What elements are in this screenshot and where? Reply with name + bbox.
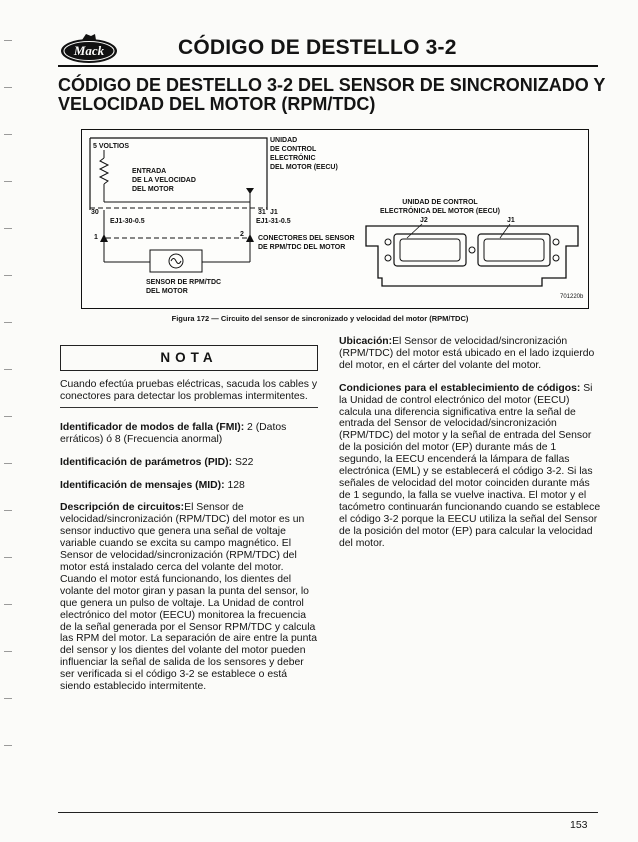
label-pin-30: 30 bbox=[91, 209, 99, 216]
bulldog-icon bbox=[82, 34, 96, 40]
label-j1-connector: J1 bbox=[507, 217, 515, 224]
label-pin-2: 2 bbox=[240, 231, 244, 238]
pid-value: S22 bbox=[232, 456, 254, 468]
label-5-volts: 5 VOLTIOS bbox=[93, 143, 130, 150]
label-j1: J1 bbox=[270, 209, 278, 216]
mack-logo bbox=[58, 33, 120, 65]
label-sensor-1: SENSOR DE RPM/TDC bbox=[146, 279, 222, 286]
footer-rule bbox=[58, 812, 598, 813]
desc-label: Descripción de circuitos: bbox=[60, 502, 185, 514]
label-ecu-1: UNIDAD DE CONTROL bbox=[402, 199, 478, 206]
right-column bbox=[339, 336, 601, 560]
mid-value: 128 bbox=[224, 479, 245, 491]
circuit-figure bbox=[81, 129, 589, 309]
fmi-paragraph bbox=[60, 422, 318, 446]
resistor-symbol bbox=[100, 158, 108, 184]
label-connectors-1: CONECTORES DEL SENSOR bbox=[258, 235, 355, 242]
label-ecu-2: ELECTRÓNICA DEL MOTOR (EECU) bbox=[379, 208, 501, 215]
pid-label: Identificación de parámetros (PID): bbox=[60, 456, 233, 468]
label-unit-2: DE CONTROL bbox=[270, 146, 317, 153]
note-title: NOTA bbox=[160, 350, 218, 365]
fmi-label: Identificador de modos de falla (FMI): bbox=[60, 421, 245, 433]
location-text: El Sensor de velocidad/sincronización (RPM/TDC) del motor está ubicado en el lado izquierdo del motor, en el cárter del volante del motor. bbox=[339, 336, 595, 371]
page-number: 153 bbox=[570, 819, 588, 831]
label-input-3: DEL MOTOR bbox=[132, 186, 174, 193]
label-unit-4: DEL MOTOR (EECU) bbox=[270, 164, 338, 171]
label-sensor-2: DEL MOTOR bbox=[146, 288, 188, 295]
pid-paragraph bbox=[60, 457, 318, 469]
fmi-value: 2 (Datos erráticos) ó 8 (Frecuencia anormal) bbox=[60, 421, 287, 445]
figure-id: 701220b bbox=[560, 294, 584, 300]
connector-arrow-right-icon bbox=[246, 234, 254, 242]
binder-edge-marks bbox=[4, 40, 14, 830]
desc-text: El Sensor de velocidad/sincronización (RPM/TDC) del motor es un sensor inductivo que genera una señal de voltaje variable cuando se excita su campo magnético. El Sensor de velocidad/sincronización (RPM/TDC) del motor está instalado cerca del volante del motor. Cuando el motor está funcionando, los dientes del volante del motor giran y pasan la punta del sensor, lo que genera un pulso de voltaje. La Unidad de control electrónico del motor (EECU) monitorea la frecuencia de la señal generada por el Sensor RPM/TDC y calcula las RPM del motor. La separación de aire entre la punta del sensor y los dientes del volante del motor pueden influenciar la señal de salida de los sensores y deber ser verificada si el código 3-2 se establece o está siendo establecido intermitente. bbox=[60, 502, 318, 693]
label-input-1: ENTRADA bbox=[132, 168, 167, 175]
location-paragraph bbox=[339, 336, 601, 372]
figure-caption: Figura 172 — Circuito del sensor de sincronizado y velocidad del motor (RPM/TDC) bbox=[171, 314, 469, 323]
location-label: Ubicación: bbox=[339, 336, 393, 347]
note-rule bbox=[60, 407, 318, 408]
section-title: CÓDIGO DE DESTELLO 3-2 DEL SENSOR DE SINCRONIZADO Y VELOCIDAD DEL MOTOR (RPM/TDC) bbox=[58, 75, 606, 114]
logo-text: Mack bbox=[73, 43, 105, 58]
input-arrow-icon bbox=[246, 188, 254, 194]
circuit-diagram bbox=[82, 130, 588, 308]
label-conn-left: EJ1-30-0.5 bbox=[110, 218, 145, 225]
left-column bbox=[60, 345, 318, 704]
sine-wave-icon bbox=[171, 259, 181, 264]
label-pin-31: 31 bbox=[258, 209, 266, 216]
label-input-2: DE LA VELOCIDAD bbox=[132, 177, 196, 184]
label-pin-1: 1 bbox=[94, 234, 98, 241]
circuit-description bbox=[60, 502, 318, 693]
header-rule bbox=[58, 65, 598, 67]
conditions-text: Si la Unidad de control electrónico del motor (EECU) calcula una diferencia significativa entre la señal de entrada del Sensor de velocidad/sincronización (RPM/TDC) del motor y la señal de entrada del Sensor de la posición del motor (EP) durante más de 1 segundo, la EECU encenderá la lámpara de fallas electrónica (EML) y se establecerá el código 3-2. Si las señales de velocidad del motor coinciden durante más de 1 segundo, la falla se vuelve inactiva. El motor y el tacómetro continuarán funcionando cuando se establece el código 3-2 porque la EECU utiliza la señal del Sensor de la posición del motor (EP) para calcular la velocidad del motor. bbox=[339, 382, 601, 549]
label-conn-right: EJ1-31-0.5 bbox=[256, 218, 291, 225]
label-unit-3: ELECTRÓNIC bbox=[270, 155, 316, 162]
page-header-title: CÓDIGO DE DESTELLO 3-2 bbox=[178, 36, 457, 59]
note-box bbox=[60, 345, 318, 371]
note-text: Cuando efectúa pruebas eléctricas, sacuda los cables y conectores para detectar los problemas intermitentes. bbox=[60, 379, 318, 402]
label-unit-1: UNIDAD bbox=[270, 137, 298, 144]
ecu-module-outline bbox=[366, 226, 578, 286]
conditions-paragraph bbox=[339, 383, 601, 550]
mid-label: Identificación de mensajes (MID): bbox=[60, 479, 225, 491]
conditions-title: Condiciones para el establecimiento de códigos: bbox=[339, 382, 581, 394]
label-connectors-2: DE RPM/TDC DEL MOTOR bbox=[258, 244, 346, 251]
mid-paragraph bbox=[60, 480, 318, 492]
label-j2-connector: J2 bbox=[420, 217, 428, 224]
